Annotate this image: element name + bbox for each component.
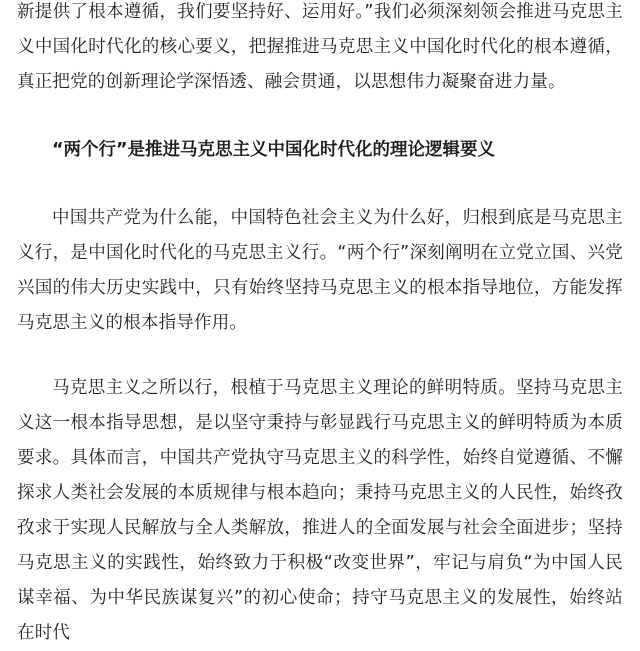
spacer	[17, 168, 623, 201]
spacer	[17, 100, 623, 133]
paragraph-1: 中国共产党为什么能，中国特色社会主义为什么好，归根到底是马克思主义行，是中国化时代化的马克思主义行。“两个行”深刻阐明在立党立国、兴党兴国的伟大历史实践中，只有始终坚持马克思主义的根本指导地位，方能发挥马克思主义的根本指导作用。	[17, 208, 623, 333]
intro-paragraph: 新提供了根本遵循，我们要坚持好、运用好。”我们必须深刻领会推进马克思主义中国化时代化的核心要义，把握推进马克思主义中国化时代化的根本遵循，真正把党的创新理论学深悟透、融会贯通，以思想伟力凝聚奋进力量。	[17, 2, 623, 92]
spacer	[17, 341, 623, 371]
paragraph-2: 马克思主义之所以行，根植于马克思主义理论的鲜明特质。坚持马克思主义这一根本指导思想，是以坚守秉持与彰显践行马克思主义的鲜明特质为本质要求。具体而言，中国共产党执守马克思主义的科学性，始终自觉遵循、不懈探求人类社会发展的本质规律与根本趋向；秉持马克思主义的人民性，始终孜孜求于实现人民解放与全人类解放，推进人的全面发展与社会全面进步；坚持马克思主义的实践性，始终致力于积极“改变世界”，牢记与肩负“为中国人民谋幸福、为中华民族谋复兴”的初心使命；持守马克思主义的发展性，始终站在时代	[17, 378, 623, 643]
section-heading: “两个行”是推进马克思主义中国化时代化的理论逻辑要义	[52, 140, 496, 160]
